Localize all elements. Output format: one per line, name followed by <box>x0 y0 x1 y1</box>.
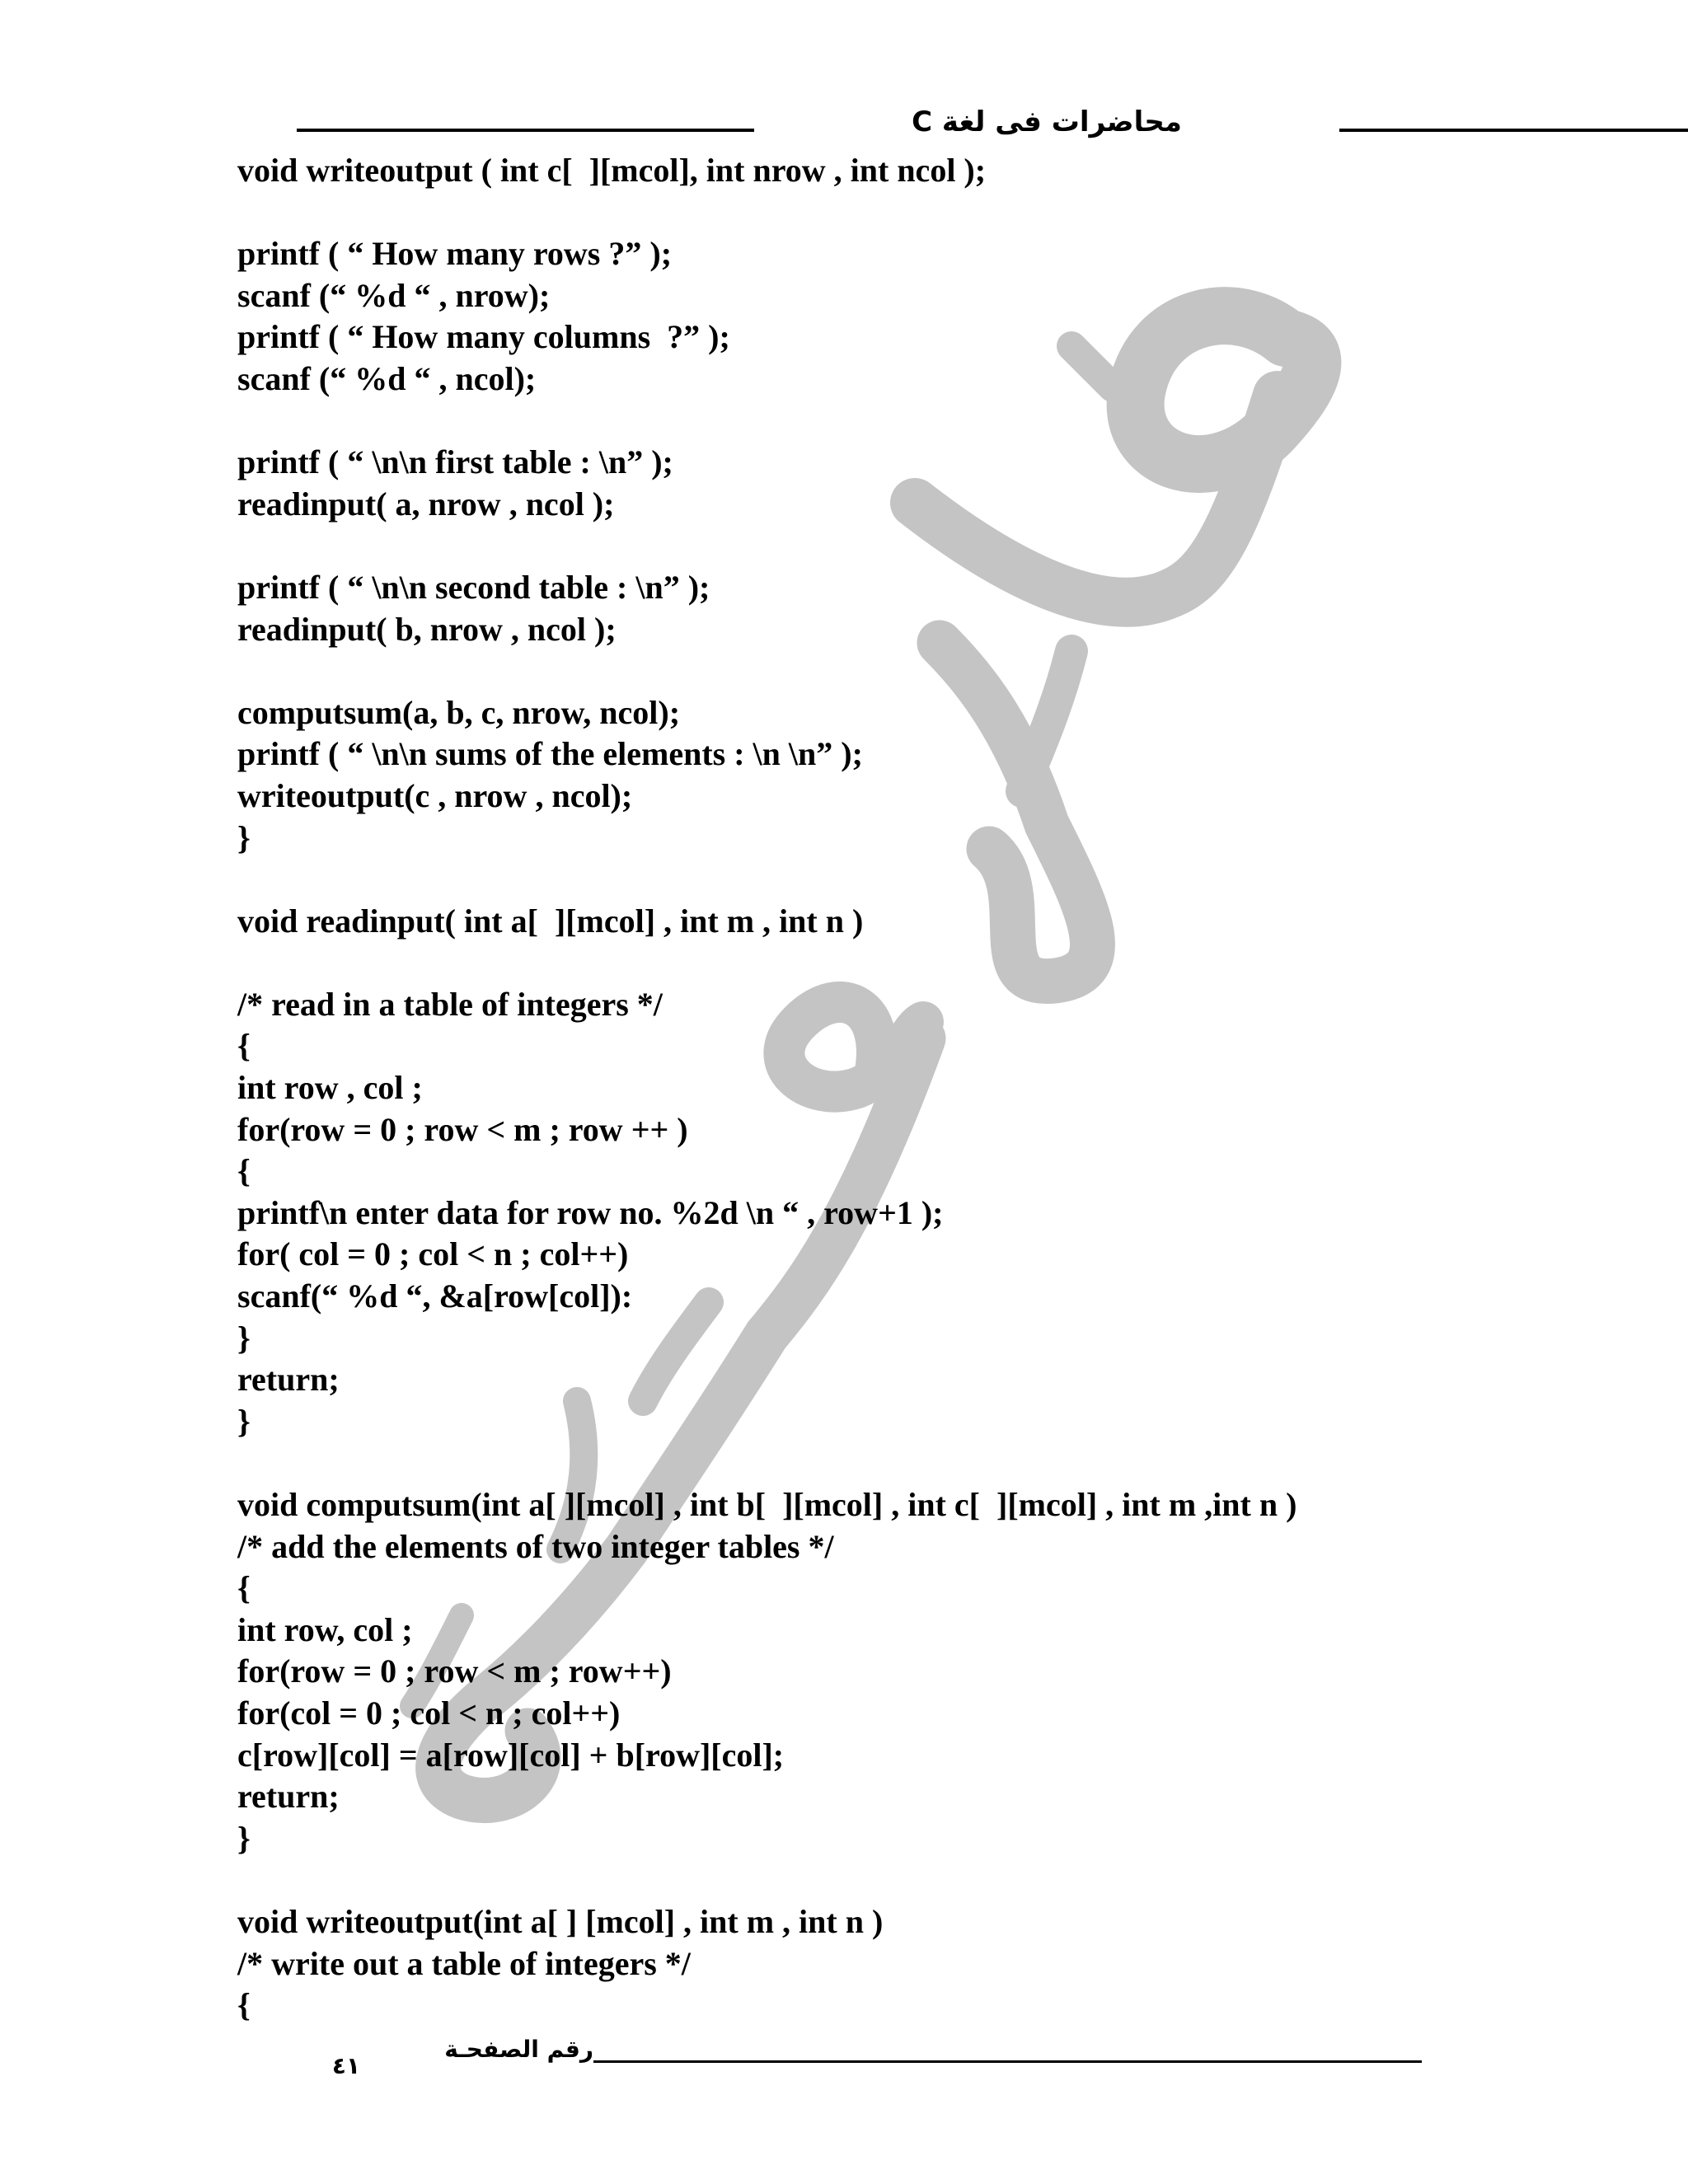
header-rule-right <box>1339 129 1688 132</box>
code-line <box>237 859 1296 901</box>
code-line: for( col = 0 ; col < n ; col++) <box>237 1235 629 1273</box>
code-line: scanf(“ %d “, &a[row[col]): <box>237 1277 633 1315</box>
code-line: printf ( “ How many columns ?” ); <box>237 318 730 356</box>
code-line: printf ( “ \n\n second table : \n” ); <box>237 568 710 606</box>
code-line <box>237 192 1296 234</box>
code-line <box>237 1859 1296 1901</box>
code-line <box>237 1442 1296 1484</box>
code-line: scanf (“ %d “ , nrow); <box>237 276 551 314</box>
page-number-label: رقم الصفحـة <box>444 2036 593 2063</box>
code-line: } <box>237 1319 251 1357</box>
code-line: int row, col ; <box>237 1610 413 1648</box>
code-line: computsum(a, b, c, nrow, ncol); <box>237 693 681 731</box>
code-line <box>237 942 1296 984</box>
code-line: void readinput( int a[ ][mcol] , int m , int n ) <box>237 902 864 940</box>
code-line <box>237 525 1296 567</box>
code-line: return; <box>237 1778 340 1816</box>
code-line: /* write out a table of integers */ <box>237 1944 691 1982</box>
code-listing <box>237 150 1296 2027</box>
header-rule-left <box>297 129 754 132</box>
code-line: printf ( “ \n\n first table : \n” ); <box>237 443 673 481</box>
code-line: } <box>237 818 251 856</box>
page-number: ٤١ <box>331 2052 361 2079</box>
code-line: printf ( “ How many rows ?” ); <box>237 235 673 273</box>
code-line: for(row = 0 ; row < m ; row++) <box>237 1652 672 1690</box>
code-line: { <box>237 1986 251 2024</box>
code-line: readinput( a, nrow , ncol ); <box>237 485 615 523</box>
code-line: int row , col ; <box>237 1069 423 1107</box>
code-line: readinput( b, nrow , ncol ); <box>237 610 617 648</box>
code-line: { <box>237 1027 251 1065</box>
code-line: } <box>237 1819 251 1857</box>
footer-rule <box>593 2060 1422 2063</box>
code-line: { <box>237 1569 251 1607</box>
code-line: scanf (“ %d “ , ncol); <box>237 359 537 397</box>
page-header <box>297 105 1434 147</box>
code-line: /* add the elements of two integer tables */ <box>237 1527 834 1565</box>
code-line: } <box>237 1402 251 1440</box>
code-line: c[row][col] = a[row][col] + b[row][col]; <box>237 1736 785 1774</box>
code-line: void writeoutput ( int c[ ][mcol], int nrow , int ncol ); <box>237 152 987 189</box>
code-line: printf\n enter data for row no. %2d \n “ , row+1 ); <box>237 1193 944 1231</box>
code-line: void writeoutput(int a[ ] [mcol] , int m , int n ) <box>237 1902 884 1940</box>
code-line: for(row = 0 ; row < m ; row ++ ) <box>237 1110 688 1148</box>
code-line: { <box>237 1152 251 1190</box>
code-line: void computsum(int a[ ][mcol] , int b[ ][mcol] , int c[ ][mcol] , int m ,int n ) <box>237 1486 1297 1523</box>
code-line: for(col = 0 ; col < n ; col++) <box>237 1694 621 1732</box>
header-title: محاضرات فى لغة C <box>912 105 1182 138</box>
code-line: printf ( “ \n\n sums of the elements : \n \n” ); <box>237 735 863 773</box>
code-line: /* read in a table of integers */ <box>237 985 663 1023</box>
code-line <box>237 650 1296 692</box>
code-line <box>237 401 1296 443</box>
code-line: return; <box>237 1361 340 1399</box>
code-line: writeoutput(c , nrow , ncol); <box>237 776 633 814</box>
